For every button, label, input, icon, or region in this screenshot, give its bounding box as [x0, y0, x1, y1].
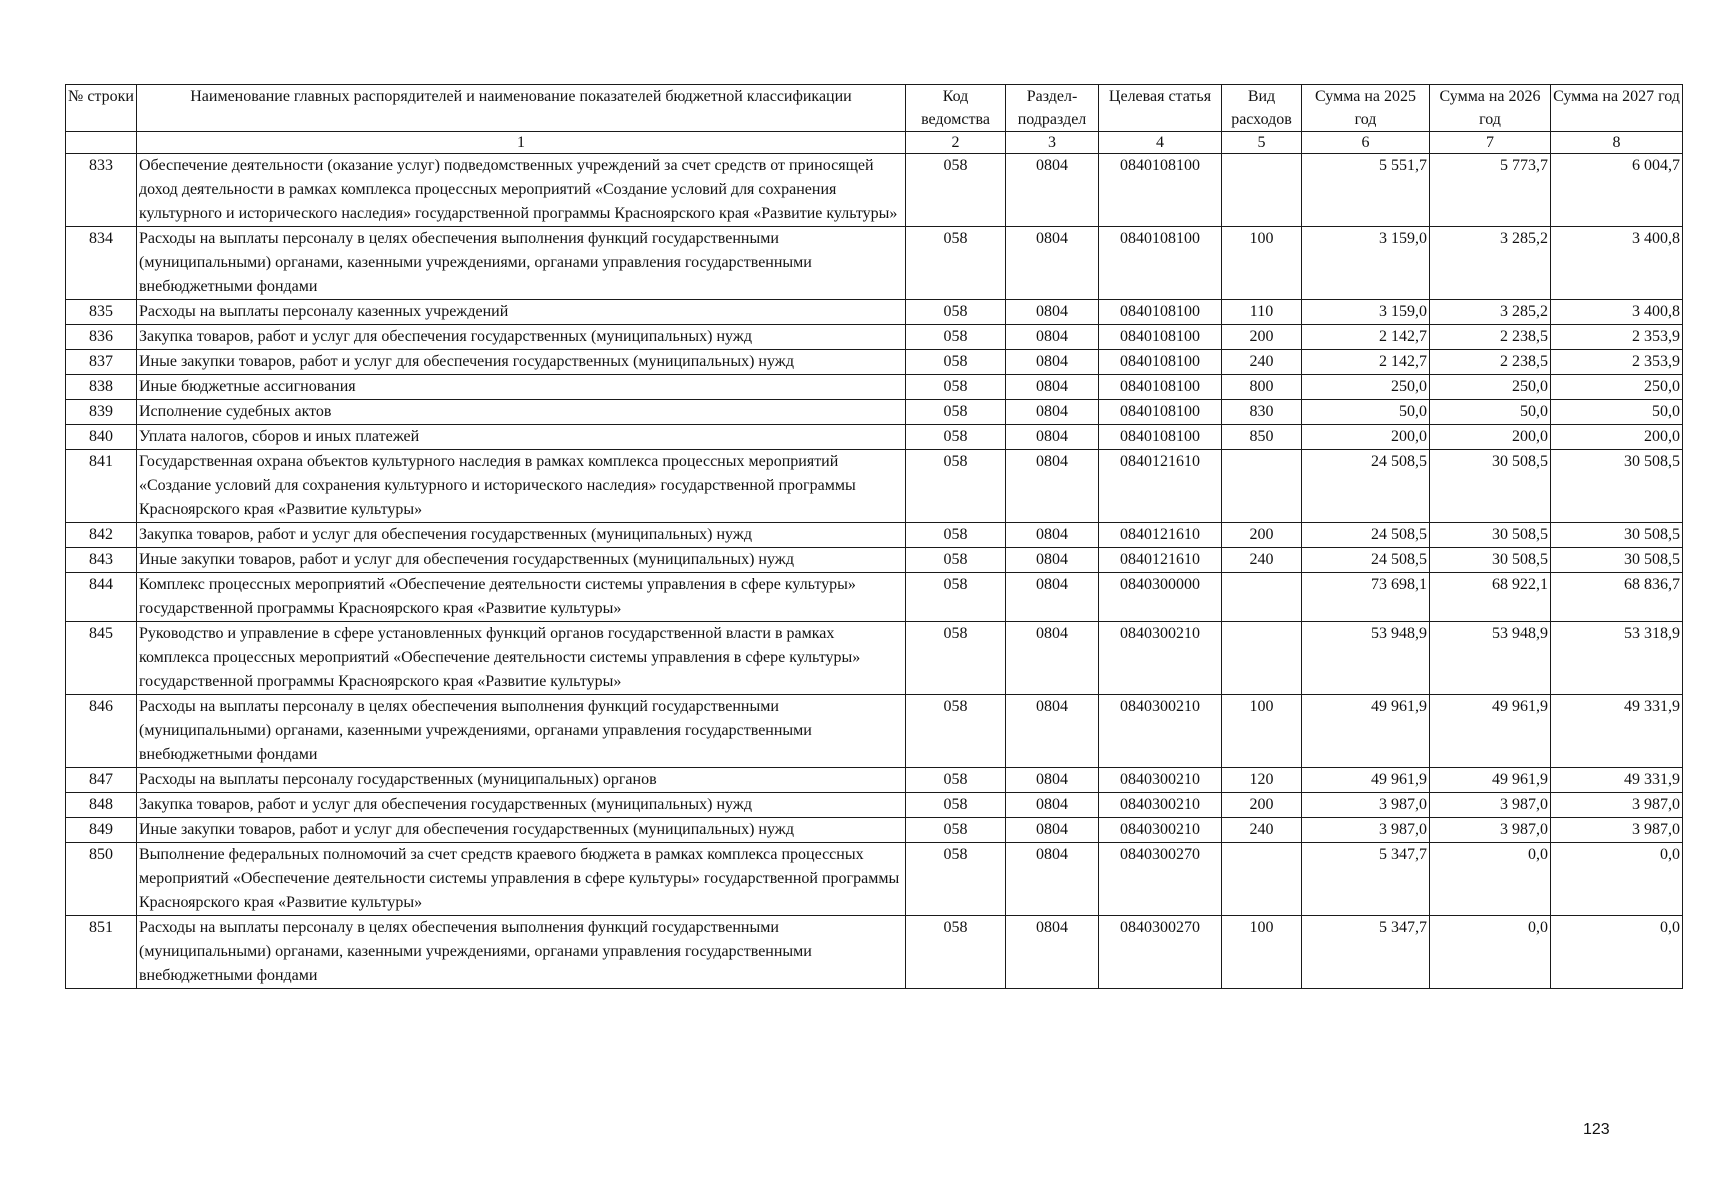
- sum-2026-cell: 2 238,5: [1430, 350, 1551, 375]
- row-number-cell: 835: [66, 300, 137, 325]
- section-cell: 0804: [1006, 375, 1099, 400]
- row-name-cell: Расходы на выплаты персоналу государственных (муниципальных) органов: [137, 768, 906, 793]
- sum-2026-cell: 0,0: [1430, 916, 1551, 989]
- row-number-cell: 848: [66, 793, 137, 818]
- table-row: [66, 916, 1683, 989]
- sum-2026-cell: 30 508,5: [1430, 548, 1551, 573]
- header-expense-type: Вид расходов: [1222, 85, 1302, 132]
- sum-2025-cell: 3 987,0: [1302, 793, 1430, 818]
- table-row: [66, 350, 1683, 375]
- column-number: 4: [1099, 132, 1222, 154]
- sum-2027-cell: 30 508,5: [1551, 450, 1683, 523]
- sum-2026-cell: 3 987,0: [1430, 818, 1551, 843]
- table-row: [66, 300, 1683, 325]
- sum-2025-cell: 250,0: [1302, 375, 1430, 400]
- column-number: 2: [906, 132, 1006, 154]
- expense-type-cell: 200: [1222, 523, 1302, 548]
- sum-2025-cell: 200,0: [1302, 425, 1430, 450]
- sum-2026-cell: 49 961,9: [1430, 695, 1551, 768]
- row-number-cell: 834: [66, 227, 137, 300]
- expense-type-cell: 850: [1222, 425, 1302, 450]
- row-name-cell: Исполнение судебных актов: [137, 400, 906, 425]
- table-row: [66, 227, 1683, 300]
- target-article-cell: 0840121610: [1099, 548, 1222, 573]
- row-number-cell: 833: [66, 154, 137, 227]
- ministry-code-cell: 058: [906, 154, 1006, 227]
- sum-2026-cell: 200,0: [1430, 425, 1551, 450]
- section-cell: 0804: [1006, 916, 1099, 989]
- sum-2025-cell: 2 142,7: [1302, 350, 1430, 375]
- section-cell: 0804: [1006, 325, 1099, 350]
- expense-type-cell: 100: [1222, 227, 1302, 300]
- header-sum-2026: Сумма на 2026 год: [1430, 85, 1551, 132]
- sum-2026-cell: 3 285,2: [1430, 300, 1551, 325]
- header-section: Раздел-подраздел: [1006, 85, 1099, 132]
- table-row: [66, 573, 1683, 622]
- table-row: [66, 523, 1683, 548]
- expense-type-cell: 240: [1222, 818, 1302, 843]
- row-name-cell: Расходы на выплаты персоналу в целях обеспечения выполнения функций государственными (муниципальными) органами, казенными учреждениями, органами управления государственными внебюджетными фондами: [137, 916, 906, 989]
- expense-type-cell: 120: [1222, 768, 1302, 793]
- column-number: 3: [1006, 132, 1099, 154]
- row-name-cell: Расходы на выплаты персоналу казенных учреждений: [137, 300, 906, 325]
- sum-2025-cell: 24 508,5: [1302, 523, 1430, 548]
- sum-2027-cell: 50,0: [1551, 400, 1683, 425]
- sum-2027-cell: 200,0: [1551, 425, 1683, 450]
- ministry-code-cell: 058: [906, 573, 1006, 622]
- table-row: [66, 768, 1683, 793]
- sum-2026-cell: 50,0: [1430, 400, 1551, 425]
- expense-type-cell: 200: [1222, 793, 1302, 818]
- target-article-cell: 0840300210: [1099, 818, 1222, 843]
- sum-2025-cell: 24 508,5: [1302, 548, 1430, 573]
- sum-2025-cell: 3 159,0: [1302, 300, 1430, 325]
- row-name-cell: Выполнение федеральных полномочий за счет средств краевого бюджета в рамках комплекса процессных мероприятий «Обеспечение деятельности системы управления в сфере культуры» государственной программы Красноярского края «Развитие культуры»: [137, 843, 906, 916]
- header-row-number: № строки: [66, 85, 137, 132]
- ministry-code-cell: 058: [906, 450, 1006, 523]
- ministry-code-cell: 058: [906, 300, 1006, 325]
- table-row: [66, 818, 1683, 843]
- column-number: 5: [1222, 132, 1302, 154]
- column-number: 1: [137, 132, 906, 154]
- row-name-cell: Закупка товаров, работ и услуг для обеспечения государственных (муниципальных) нужд: [137, 325, 906, 350]
- header-name: Наименование главных распорядителей и наименование показателей бюджетной классификации: [137, 85, 906, 132]
- section-cell: 0804: [1006, 768, 1099, 793]
- ministry-code-cell: 058: [906, 916, 1006, 989]
- row-name-cell: Закупка товаров, работ и услуг для обеспечения государственных (муниципальных) нужд: [137, 523, 906, 548]
- section-cell: 0804: [1006, 425, 1099, 450]
- row-name-cell: Руководство и управление в сфере установленных функций органов государственной власти в рамках комплекса процессных мероприятий «Обеспечение деятельности системы управления в сфере культуры» государственной программы Красноярского края «Развитие культуры»: [137, 622, 906, 695]
- row-name-cell: Расходы на выплаты персоналу в целях обеспечения выполнения функций государственными (муниципальными) органами, казенными учреждениями, органами управления государственными внебюджетными фондами: [137, 695, 906, 768]
- ministry-code-cell: 058: [906, 843, 1006, 916]
- target-article-cell: 0840108100: [1099, 375, 1222, 400]
- expense-type-cell: [1222, 450, 1302, 523]
- target-article-cell: 0840108100: [1099, 227, 1222, 300]
- sum-2027-cell: 2 353,9: [1551, 325, 1683, 350]
- sum-2025-cell: 3 159,0: [1302, 227, 1430, 300]
- row-number-cell: 836: [66, 325, 137, 350]
- header-sum-2025: Сумма на 2025 год: [1302, 85, 1430, 132]
- target-article-cell: 0840108100: [1099, 325, 1222, 350]
- ministry-code-cell: 058: [906, 425, 1006, 450]
- section-cell: 0804: [1006, 154, 1099, 227]
- expense-type-cell: 100: [1222, 695, 1302, 768]
- sum-2025-cell: 49 961,9: [1302, 695, 1430, 768]
- sum-2027-cell: 6 004,7: [1551, 154, 1683, 227]
- section-cell: 0804: [1006, 523, 1099, 548]
- row-name-cell: Обеспечение деятельности (оказание услуг) подведомственных учреждений за счет средств от приносящей доход деятельности в рамках комплекса процессных мероприятий «Создание условий для сохранения культурного и исторического наследия» государственной программы Красноярского края «Развитие культуры»: [137, 154, 906, 227]
- ministry-code-cell: 058: [906, 325, 1006, 350]
- expense-type-cell: 830: [1222, 400, 1302, 425]
- row-name-cell: Государственная охрана объектов культурного наследия в рамках комплекса процессных мероприятий «Создание условий для сохранения культурного и исторического наследия» государственной программы Красноярского края «Развитие культуры»: [137, 450, 906, 523]
- sum-2025-cell: 2 142,7: [1302, 325, 1430, 350]
- sum-2026-cell: 53 948,9: [1430, 622, 1551, 695]
- row-name-cell: Расходы на выплаты персоналу в целях обеспечения выполнения функций государственными (муниципальными) органами, казенными учреждениями, органами управления государственными внебюджетными фондами: [137, 227, 906, 300]
- row-number-cell: 841: [66, 450, 137, 523]
- sum-2025-cell: 5 551,7: [1302, 154, 1430, 227]
- row-name-cell: Иные закупки товаров, работ и услуг для обеспечения государственных (муниципальных) нужд: [137, 818, 906, 843]
- target-article-cell: 0840108100: [1099, 400, 1222, 425]
- section-cell: 0804: [1006, 793, 1099, 818]
- table-row: [66, 548, 1683, 573]
- sum-2026-cell: 68 922,1: [1430, 573, 1551, 622]
- ministry-code-cell: 058: [906, 400, 1006, 425]
- expense-type-cell: [1222, 573, 1302, 622]
- expense-type-cell: 100: [1222, 916, 1302, 989]
- sum-2026-cell: 30 508,5: [1430, 450, 1551, 523]
- target-article-cell: 0840300210: [1099, 695, 1222, 768]
- row-number-cell: 845: [66, 622, 137, 695]
- sum-2025-cell: 5 347,7: [1302, 843, 1430, 916]
- expense-type-cell: [1222, 154, 1302, 227]
- expense-type-cell: 110: [1222, 300, 1302, 325]
- expense-type-cell: 240: [1222, 350, 1302, 375]
- sum-2027-cell: 250,0: [1551, 375, 1683, 400]
- section-cell: 0804: [1006, 548, 1099, 573]
- page-number: 123: [1583, 1121, 1610, 1138]
- row-number-cell: 839: [66, 400, 137, 425]
- sum-2026-cell: 30 508,5: [1430, 523, 1551, 548]
- target-article-cell: 0840108100: [1099, 425, 1222, 450]
- ministry-code-cell: 058: [906, 375, 1006, 400]
- row-number-cell: 849: [66, 818, 137, 843]
- sum-2026-cell: 3 285,2: [1430, 227, 1551, 300]
- sum-2025-cell: 3 987,0: [1302, 818, 1430, 843]
- row-number-cell: 837: [66, 350, 137, 375]
- target-article-cell: 0840108100: [1099, 154, 1222, 227]
- column-number: 6: [1302, 132, 1430, 154]
- header-target-article: Целевая статья: [1099, 85, 1222, 132]
- row-name-cell: Иные закупки товаров, работ и услуг для обеспечения государственных (муниципальных) нужд: [137, 350, 906, 375]
- section-cell: 0804: [1006, 695, 1099, 768]
- section-cell: 0804: [1006, 400, 1099, 425]
- sum-2027-cell: 0,0: [1551, 916, 1683, 989]
- table-row: [66, 695, 1683, 768]
- row-number-cell: 843: [66, 548, 137, 573]
- expense-type-cell: 240: [1222, 548, 1302, 573]
- row-number-cell: 840: [66, 425, 137, 450]
- column-number: 7: [1430, 132, 1551, 154]
- ministry-code-cell: 058: [906, 548, 1006, 573]
- row-number-cell: 838: [66, 375, 137, 400]
- column-number-row: [66, 132, 1683, 154]
- ministry-code-cell: 058: [906, 227, 1006, 300]
- sum-2027-cell: 49 331,9: [1551, 695, 1683, 768]
- row-number-cell: 842: [66, 523, 137, 548]
- row-number-cell: 846: [66, 695, 137, 768]
- sum-2025-cell: 24 508,5: [1302, 450, 1430, 523]
- expense-type-cell: [1222, 622, 1302, 695]
- table-row: [66, 450, 1683, 523]
- sum-2026-cell: 2 238,5: [1430, 325, 1551, 350]
- table-row: [66, 622, 1683, 695]
- sum-2026-cell: 5 773,7: [1430, 154, 1551, 227]
- table-row: [66, 154, 1683, 227]
- sum-2025-cell: 5 347,7: [1302, 916, 1430, 989]
- section-cell: 0804: [1006, 818, 1099, 843]
- sum-2027-cell: 0,0: [1551, 843, 1683, 916]
- column-number-empty: [66, 132, 137, 154]
- row-number-cell: 850: [66, 843, 137, 916]
- target-article-cell: 0840300210: [1099, 768, 1222, 793]
- expense-type-cell: [1222, 843, 1302, 916]
- sum-2027-cell: 49 331,9: [1551, 768, 1683, 793]
- target-article-cell: 0840121610: [1099, 450, 1222, 523]
- section-cell: 0804: [1006, 227, 1099, 300]
- target-article-cell: 0840121610: [1099, 523, 1222, 548]
- row-name-cell: Иные закупки товаров, работ и услуг для обеспечения государственных (муниципальных) нужд: [137, 548, 906, 573]
- sum-2026-cell: 3 987,0: [1430, 793, 1551, 818]
- table-body: [66, 154, 1683, 989]
- sum-2026-cell: 250,0: [1430, 375, 1551, 400]
- section-cell: 0804: [1006, 300, 1099, 325]
- budget-table: [65, 84, 1683, 989]
- row-number-cell: 844: [66, 573, 137, 622]
- expense-type-cell: 800: [1222, 375, 1302, 400]
- row-name-cell: Комплекс процессных мероприятий «Обеспечение деятельности системы управления в сфере культуры» государственной программы Красноярского края «Развитие культуры»: [137, 573, 906, 622]
- column-number: 8: [1551, 132, 1683, 154]
- target-article-cell: 0840300210: [1099, 622, 1222, 695]
- target-article-cell: 0840300270: [1099, 843, 1222, 916]
- target-article-cell: 0840108100: [1099, 300, 1222, 325]
- section-cell: 0804: [1006, 622, 1099, 695]
- sum-2025-cell: 53 948,9: [1302, 622, 1430, 695]
- target-article-cell: 0840300270: [1099, 916, 1222, 989]
- table-row: [66, 400, 1683, 425]
- sum-2027-cell: 53 318,9: [1551, 622, 1683, 695]
- ministry-code-cell: 058: [906, 695, 1006, 768]
- section-cell: 0804: [1006, 450, 1099, 523]
- ministry-code-cell: 058: [906, 350, 1006, 375]
- sum-2026-cell: 0,0: [1430, 843, 1551, 916]
- header-ministry-code: Код ведомства: [906, 85, 1006, 132]
- sum-2027-cell: 3 400,8: [1551, 300, 1683, 325]
- ministry-code-cell: 058: [906, 793, 1006, 818]
- sum-2025-cell: 50,0: [1302, 400, 1430, 425]
- row-name-cell: Закупка товаров, работ и услуг для обеспечения государственных (муниципальных) нужд: [137, 793, 906, 818]
- ministry-code-cell: 058: [906, 622, 1006, 695]
- sum-2027-cell: 3 987,0: [1551, 793, 1683, 818]
- sum-2025-cell: 49 961,9: [1302, 768, 1430, 793]
- sum-2027-cell: 68 836,7: [1551, 573, 1683, 622]
- sum-2027-cell: 3 987,0: [1551, 818, 1683, 843]
- section-cell: 0804: [1006, 573, 1099, 622]
- table-row: [66, 325, 1683, 350]
- sum-2027-cell: 3 400,8: [1551, 227, 1683, 300]
- sum-2026-cell: 49 961,9: [1430, 768, 1551, 793]
- target-article-cell: 0840108100: [1099, 350, 1222, 375]
- table-row: [66, 843, 1683, 916]
- target-article-cell: 0840300210: [1099, 793, 1222, 818]
- expense-type-cell: 200: [1222, 325, 1302, 350]
- row-number-cell: 847: [66, 768, 137, 793]
- table-row: [66, 375, 1683, 400]
- header-sum-2027: Сумма на 2027 год: [1551, 85, 1683, 132]
- row-name-cell: Иные бюджетные ассигнования: [137, 375, 906, 400]
- section-cell: 0804: [1006, 350, 1099, 375]
- table-row: [66, 793, 1683, 818]
- table-header-row: [66, 85, 1683, 132]
- ministry-code-cell: 058: [906, 768, 1006, 793]
- row-number-cell: 851: [66, 916, 137, 989]
- table-row: [66, 425, 1683, 450]
- sum-2025-cell: 73 698,1: [1302, 573, 1430, 622]
- row-name-cell: Уплата налогов, сборов и иных платежей: [137, 425, 906, 450]
- ministry-code-cell: 058: [906, 523, 1006, 548]
- sum-2027-cell: 30 508,5: [1551, 523, 1683, 548]
- sum-2027-cell: 30 508,5: [1551, 548, 1683, 573]
- sum-2027-cell: 2 353,9: [1551, 350, 1683, 375]
- ministry-code-cell: 058: [906, 818, 1006, 843]
- section-cell: 0804: [1006, 843, 1099, 916]
- target-article-cell: 0840300000: [1099, 573, 1222, 622]
